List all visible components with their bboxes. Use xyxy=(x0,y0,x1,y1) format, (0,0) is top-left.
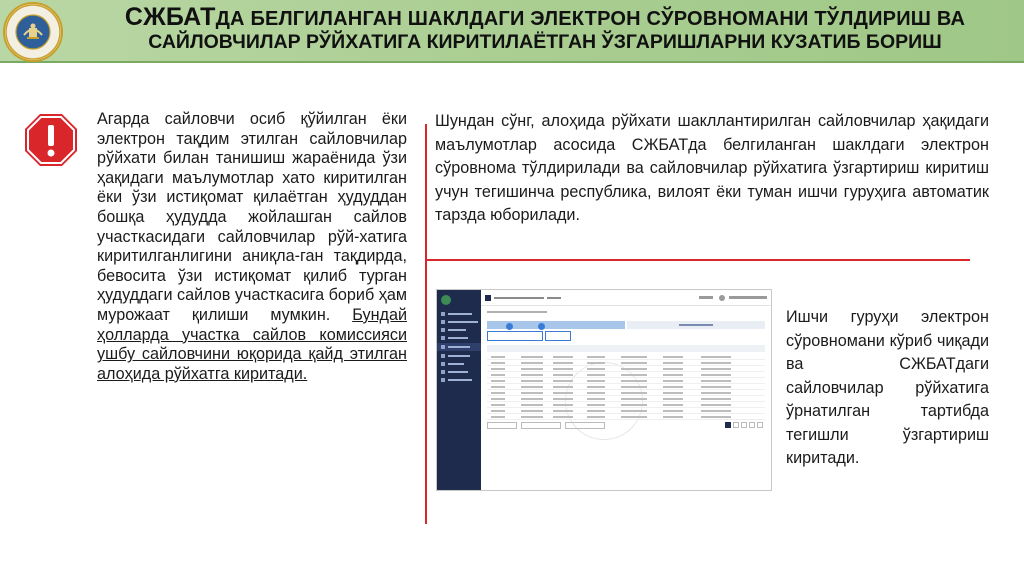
screenshot-table-cell xyxy=(701,398,731,400)
screenshot-table-cell xyxy=(621,368,647,370)
screenshot-sidebar-item-active xyxy=(437,343,481,351)
screenshot-table-cell xyxy=(701,386,731,388)
screenshot-table-cell xyxy=(701,404,731,406)
left-text-block xyxy=(97,110,407,384)
screenshot-table-row xyxy=(487,414,765,420)
screenshot-table-cell xyxy=(521,392,543,394)
screenshot-table-cell xyxy=(621,410,647,412)
screenshot-table-cell xyxy=(663,374,683,376)
screenshot-table-cell xyxy=(621,380,647,382)
screenshot-table-cell xyxy=(663,380,683,382)
screenshot-table-cell xyxy=(491,416,505,418)
screenshot-table-cell xyxy=(491,374,505,376)
title-line-2: САЙЛОВЧИЛАР РЎЙХАТИГА КИРИТИЛАЁТГАН ЎЗГАРИШЛАРНИ КУЗАТИБ БОРИШ xyxy=(148,31,942,53)
horizontal-divider xyxy=(426,259,970,261)
screenshot-table-cell xyxy=(491,398,505,400)
screenshot-table-cell xyxy=(491,410,505,412)
screenshot-table-cell xyxy=(491,380,505,382)
screenshot-logo-icon xyxy=(441,294,477,306)
screenshot-table-cell xyxy=(553,362,573,364)
screenshot-table-cell xyxy=(491,356,505,358)
right-top-text: Шундан сўнг, алоҳида рўйхати шакллантирилган сайловчилар ҳақидаги маълумотлар асосида СЖБАТда белгиланган шаклдаги электрон сўровнома тўлдирилади ва сайловчилар рўйхатига ўзгартириш киритиш учун тегишинча республика, вилоят ёки туман ишчи гуруҳига автоматик тарзда юборилади. xyxy=(435,112,989,224)
screenshot-table-cell xyxy=(663,356,683,358)
screenshot-table-cell xyxy=(587,410,605,412)
screenshot-table-cell xyxy=(491,404,505,406)
screenshot-table-cell xyxy=(621,398,647,400)
screenshot-table-cell xyxy=(701,356,731,358)
title-line-1-rest: ДА БЕЛГИЛАНГАН ШАКЛДАГИ ЭЛЕКТРОН СЎРОВНОМАНИ ТЎЛДИРИШ ВА xyxy=(215,8,966,30)
warning-octagon-icon xyxy=(23,112,79,168)
screenshot-table-cell xyxy=(701,410,731,412)
screenshot-table-cell xyxy=(663,404,683,406)
screenshot-table-cell xyxy=(701,416,731,418)
screenshot-table-cell xyxy=(621,386,647,388)
vertical-divider xyxy=(425,124,427,524)
screenshot-table-cell xyxy=(701,374,731,376)
screenshot-table-cell xyxy=(663,386,683,388)
screenshot-table-cell xyxy=(521,356,543,358)
screenshot-table-header xyxy=(487,345,765,352)
screenshot-table-footer xyxy=(487,422,765,430)
screenshot-table-cell xyxy=(553,374,573,376)
screenshot-table-cell xyxy=(587,356,605,358)
screenshot-search-field xyxy=(487,331,543,341)
screenshot-table-cell xyxy=(587,386,605,388)
screenshot-table-cell xyxy=(621,392,647,394)
left-text-plain: Агарда сайловчи осиб қўйилган ёки электрон тақдим этилган сайловчилар рўйхати билан танишиш жараёнида ўзи ҳақидаги маълумотлар хато киритилган ёки ўзи истиқомат қилаётган ҳудуддан бошқа ҳудудда жойлашган сайлов участкасидаги сайловчилар рўй-хатига киритилганлигини аниқла-ган тақдирда, бевосита ўзи истиқомат қилиб турган ҳудуддаги сайлов участкасига бориб ҳам мурожаат қилиши мумкин. xyxy=(97,110,407,324)
screenshot-filter-field xyxy=(545,331,571,341)
screenshot-topbar xyxy=(481,290,772,306)
screenshot-table-cell xyxy=(491,362,505,364)
screenshot-table-cell xyxy=(491,368,505,370)
screenshot-table-cell xyxy=(521,362,543,364)
screenshot-table-cell xyxy=(701,380,731,382)
screenshot-table-cell xyxy=(553,386,573,388)
screenshot-sidebar xyxy=(437,290,481,491)
screenshot-table-cell xyxy=(521,374,543,376)
screenshot-table-cell xyxy=(553,404,573,406)
screenshot-table-cell xyxy=(491,392,505,394)
screenshot-table-cell xyxy=(587,374,605,376)
screenshot-table-cell xyxy=(587,362,605,364)
screenshot-table-cell xyxy=(663,398,683,400)
screenshot-table-cell xyxy=(521,398,543,400)
title-lead: СЖБАТ xyxy=(124,3,216,31)
screenshot-table-cell xyxy=(621,362,647,364)
screenshot-table-cell xyxy=(621,416,647,418)
screenshot-table-cell xyxy=(553,356,573,358)
left-text-underlined: Бундай ҳолларда участка сайлов комиссияси ушбу сайловчини юқорида қайд этилган алоҳида рўйхатга киритади. xyxy=(97,305,407,383)
screenshot-table-cell xyxy=(587,404,605,406)
screenshot-table-cell xyxy=(663,410,683,412)
screenshot-table-cell xyxy=(491,386,505,388)
screenshot-table-cell xyxy=(663,362,683,364)
screenshot-table-cell xyxy=(521,404,543,406)
right-bottom-text: Ишчи гуруҳи электрон сўровномани кўриб чиқади ва СЖБАТдаги сайловчилар рўйхатига ўрнатилган тартибда тегишли ўзгартириш киритади. xyxy=(786,308,989,467)
screenshot-breadcrumb xyxy=(487,311,547,313)
title-line-1 xyxy=(80,3,1010,31)
screenshot-table-cell xyxy=(663,416,683,418)
screenshot-table-cell xyxy=(553,410,573,412)
screenshot-table-cell xyxy=(587,380,605,382)
screenshot-table-cell xyxy=(663,368,683,370)
screenshot-table-cell xyxy=(521,386,543,388)
screenshot-table-cell xyxy=(621,404,647,406)
screenshot-table-cell xyxy=(521,380,543,382)
screenshot-step-badge xyxy=(538,323,545,330)
screenshot-table-cell xyxy=(553,416,573,418)
screenshot-table-cell xyxy=(701,368,731,370)
screenshot-table-cell xyxy=(587,392,605,394)
screenshot-table-cell xyxy=(621,356,647,358)
screenshot-table-cell xyxy=(701,362,731,364)
header-banner xyxy=(0,0,1024,63)
screenshot-table-cell xyxy=(621,374,647,376)
screenshot-table-cell xyxy=(553,380,573,382)
screenshot-table-cell xyxy=(553,398,573,400)
system-screenshot-image xyxy=(436,289,772,491)
screenshot-table-cell xyxy=(553,392,573,394)
screenshot-table-cell xyxy=(521,410,543,412)
screenshot-table-cell xyxy=(587,416,605,418)
screenshot-table-cell xyxy=(701,392,731,394)
page-title xyxy=(80,3,1010,54)
screenshot-step-badge xyxy=(506,323,513,330)
screenshot-table-cell xyxy=(521,368,543,370)
screenshot-tabs xyxy=(487,321,765,329)
screenshot-table-cell xyxy=(587,368,605,370)
election-commission-seal-icon xyxy=(3,2,63,62)
screenshot-table-cell xyxy=(587,398,605,400)
screenshot-table-cell xyxy=(663,392,683,394)
screenshot-table-cell xyxy=(553,368,573,370)
screenshot-table-cell xyxy=(521,416,543,418)
